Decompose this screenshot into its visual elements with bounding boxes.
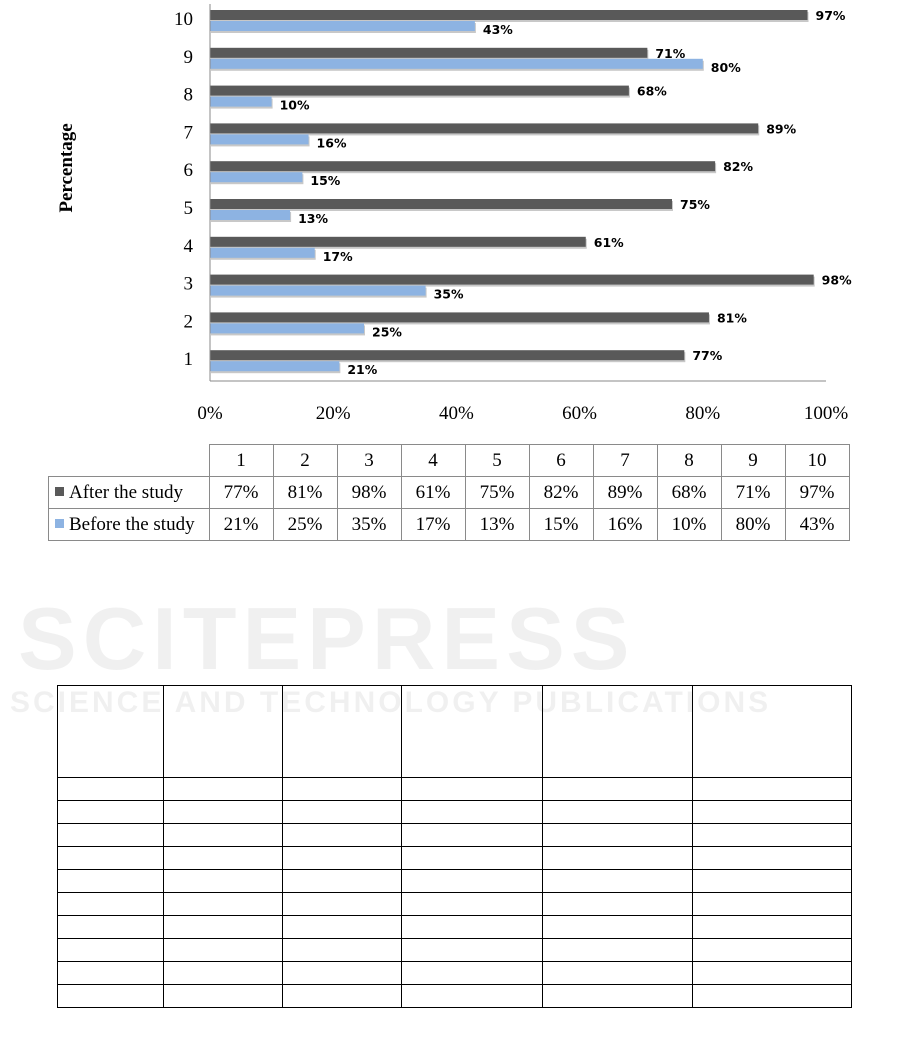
category-label-3: 3 [183,273,193,295]
empty-table-cell [402,985,543,1008]
data-table-cell: 61% [401,477,465,509]
empty-table-cell [58,962,164,985]
data-table-corner [49,445,210,477]
empty-table-cell [543,916,693,939]
empty-table-cell [402,870,543,893]
empty-table-row [58,824,852,847]
data-label-before-4: 17% [322,248,353,264]
empty-table-cell [543,939,693,962]
empty-table-cell [543,847,693,870]
series-label: After the study [69,481,183,503]
data-label-before-5: 13% [298,211,329,226]
legend-swatch [55,519,64,528]
empty-table-cell [58,847,164,870]
empty-table-cell [402,939,543,962]
data-label-before-7: 16% [316,135,347,151]
bar-after-10 [210,10,808,20]
series-label-cell [49,477,210,509]
empty-table-cell [283,824,402,847]
empty-table-row [58,870,852,893]
empty-table-row [58,893,852,916]
data-label-after-7: 89% [766,121,797,137]
empty-table-row [58,847,852,870]
data-label-after-9: 71% [655,45,686,61]
category-label-5: 5 [183,198,193,219]
x-tick-label-0: 0% [197,403,223,424]
data-label-before-9: 80% [710,59,741,75]
empty-table-row [58,686,852,778]
data-table-cell: 77% [209,477,273,509]
data-label-before-1: 21% [347,362,378,378]
empty-table-cell [693,939,852,962]
empty-table-cell [164,686,283,778]
data-table-header-7: 7 [593,445,657,477]
y-axis-label: Percentage [56,123,77,213]
legend-swatch [55,487,64,496]
bar-after-1 [210,350,684,360]
data-label-before-10: 43% [482,22,513,37]
empty-table-cell [58,801,164,824]
data-table-cell: 89% [593,477,657,509]
bar-after-2 [210,312,709,322]
bar-after-8 [210,86,629,96]
empty-table-cell [283,778,402,801]
empty-table-cell [402,916,543,939]
data-label-after-4: 61% [593,234,624,250]
data-label-after-10: 97% [815,8,846,23]
data-label-after-8: 68% [636,83,667,99]
data-table-header-2: 2 [273,445,337,477]
empty-table-cell [283,847,402,870]
data-label-before-8: 10% [279,97,310,113]
data-table-header-4: 4 [401,445,465,477]
empty-table-cell [283,801,402,824]
empty-table-cell [164,939,283,962]
data-table-cell: 97% [785,477,849,509]
empty-table-cell [58,916,164,939]
empty-table-cell [58,778,164,801]
data-label-after-2: 81% [716,310,747,326]
bar-before-9 [210,59,703,69]
empty-table-cell [543,801,693,824]
empty-table-cell [402,686,543,778]
empty-table-cell [693,686,852,778]
data-table-cell: 82% [529,477,593,509]
data-table-header-row [49,445,850,477]
bar-chart [0,0,901,440]
x-tick-label-2: 40% [438,403,474,424]
empty-table-cell [693,985,852,1008]
empty-table-cell [283,893,402,916]
empty-table-cell [164,847,283,870]
bar-after-9 [210,48,647,58]
data-table-cell: 81% [273,477,337,509]
empty-table-cell [283,686,402,778]
data-table-cell: 75% [465,477,529,509]
data-table-header-3: 3 [337,445,401,477]
data-label-before-3: 35% [433,286,464,302]
data-table-cell: 17% [401,509,465,541]
category-label-2: 2 [183,311,193,333]
bar-before-7 [210,134,309,144]
empty-table-cell [693,870,852,893]
empty-table-cell [402,962,543,985]
empty-table-cell [164,870,283,893]
category-label-8: 8 [183,84,193,106]
empty-table-cell [402,801,543,824]
empty-table-cell [58,686,164,778]
bar-before-8 [210,97,272,107]
bar-before-1 [210,361,339,371]
bar-before-10 [210,21,475,31]
bar-before-4 [210,248,315,258]
category-label-10: 10 [174,9,193,30]
data-table-cell: 43% [785,509,849,541]
empty-table-cell [402,847,543,870]
empty-table-cell [693,778,852,801]
empty-table-row [58,962,852,985]
empty-table-cell [283,870,402,893]
data-table-header-9: 9 [721,445,785,477]
data-table-cell: 10% [657,509,721,541]
empty-table-row [58,778,852,801]
data-table-cell: 71% [721,477,785,509]
x-tick-label-1: 20% [315,403,351,424]
empty-table-cell [164,801,283,824]
empty-table-cell [693,893,852,916]
empty-table-row [58,801,852,824]
empty-table-cell [402,778,543,801]
empty-table-row [58,985,852,1008]
bar-before-5 [210,210,290,220]
data-table-cell: 16% [593,509,657,541]
empty-table-cell [543,686,693,778]
bar-after-4 [210,237,586,247]
empty-table-cell [164,985,283,1008]
category-label-7: 7 [183,122,193,144]
category-label-9: 9 [183,46,193,68]
data-table-row [49,477,850,509]
empty-table-cell [58,939,164,962]
empty-table-cell [543,824,693,847]
bar-after-3 [210,275,814,285]
data-table-header-6: 6 [529,445,593,477]
bar-after-6 [210,161,715,171]
data-table-header-8: 8 [657,445,721,477]
category-label-4: 4 [183,235,193,257]
data-table-cell: 25% [273,509,337,541]
empty-table-cell [693,824,852,847]
bar-before-3 [210,286,426,296]
data-table-header-10: 10 [785,445,849,477]
empty-table-cell [693,962,852,985]
data-table-header-5: 5 [465,445,529,477]
data-label-before-6: 15% [310,173,341,189]
empty-table-row [58,916,852,939]
empty-table-cell [58,893,164,916]
data-table-cell: 35% [337,509,401,541]
empty-table-cell [58,870,164,893]
empty-table-row [58,939,852,962]
series-label-cell [49,509,210,541]
data-table-cell: 21% [209,509,273,541]
data-table-cell: 68% [657,477,721,509]
data-table [48,444,850,541]
empty-table-cell [693,801,852,824]
x-tick-label-5: 100% [803,403,849,424]
empty-table-cell [164,962,283,985]
data-table-row [49,509,850,541]
empty-table [57,685,852,1008]
x-tick-label-4: 80% [685,403,721,424]
empty-table-cell [693,847,852,870]
bar-before-6 [210,172,302,182]
bar-after-5 [210,199,672,209]
empty-table-cell [543,778,693,801]
data-table-cell: 98% [337,477,401,509]
empty-table-cell [693,916,852,939]
bar-after-7 [210,123,758,133]
data-table-cell: 15% [529,509,593,541]
empty-table-cell [402,893,543,916]
empty-table-cell [58,985,164,1008]
x-tick-label-3: 60% [562,403,598,424]
empty-table-cell [164,916,283,939]
empty-table-cell [543,870,693,893]
empty-table-cell [283,985,402,1008]
empty-table-cell [543,962,693,985]
bar-before-2 [210,323,364,333]
empty-table-cell [402,824,543,847]
empty-table-cell [164,778,283,801]
empty-table-cell [164,893,283,916]
category-label-6: 6 [183,160,193,182]
empty-table-cell [543,893,693,916]
data-table-cell: 80% [721,509,785,541]
data-table-cell: 13% [465,509,529,541]
watermark-subtitle: SCIENCE AND TECHNOLOGY PUBLICATIONS [10,686,772,719]
data-label-before-2: 25% [372,324,402,340]
empty-table-cell [58,824,164,847]
empty-table-cell [283,939,402,962]
data-label-after-6: 82% [723,159,754,175]
series-label: Before the study [69,513,195,535]
watermark-title: SCITEPRESS [18,589,636,688]
empty-table-cell [283,916,402,939]
data-label-after-1: 77% [692,348,723,364]
data-table-header-1: 1 [209,445,273,477]
empty-table-cell [543,985,693,1008]
empty-table-cell [164,824,283,847]
category-label-1: 1 [183,349,193,371]
data-label-after-3: 98% [821,272,852,288]
empty-table-cell [283,962,402,985]
data-label-after-5: 75% [680,197,710,212]
